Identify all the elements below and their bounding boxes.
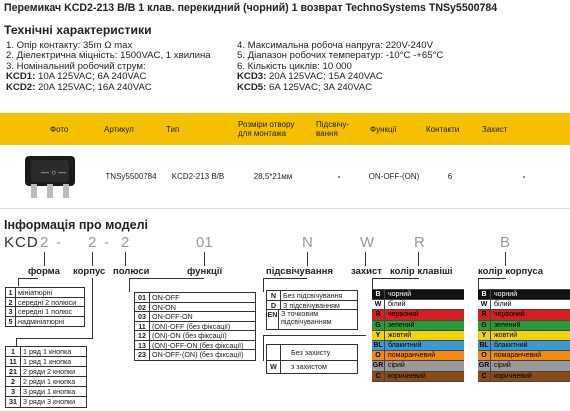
label-body: корпус — [73, 266, 106, 277]
color-name: жовтий — [385, 331, 464, 340]
color-code: Y — [372, 331, 385, 340]
color-code: BL — [372, 341, 385, 350]
color-code: R — [372, 310, 385, 319]
cell-light: - — [312, 145, 366, 208]
form-legend: 1 мініатюрні 2 середні 2 полюси 3 середні 1 полюс 5 надмініатюрні — [5, 287, 85, 327]
color-code: W — [372, 300, 385, 309]
color-row — [478, 310, 570, 320]
page-title: Перемикач KCD2-213 B/B 1 клав. перекидний (чорний) 1 возврат TechnoSystems TNSy5500784 — [4, 2, 498, 14]
label-form: форма — [28, 266, 60, 277]
color-name: зелений — [385, 321, 464, 330]
color-name: зелений — [491, 321, 570, 330]
code-body: 2 — [88, 234, 97, 251]
code-prot: W — [360, 234, 375, 251]
label-func: функції — [187, 266, 223, 277]
color-name: блакитний — [385, 341, 464, 350]
func-legend: 01 ON-OFF 02 ON-ON 03 ON-OFF-ON 11 (ON)-OFF (без фіксації) 12 (ON)-ON (без фіксації) 13 (ON)-OFF-ON (без фіксації) 23 ON-OFF-(ON) (без фіксації) — [134, 292, 256, 361]
connector-line — [204, 252, 205, 266]
connector-line — [505, 252, 506, 266]
connector-line — [418, 252, 419, 266]
prot-legend: Без захисту W з захистом — [266, 344, 358, 374]
specs-left — [6, 41, 211, 93]
code-form: 2 — [40, 234, 49, 251]
spec-line: 1. Опір контакту: 35m Ω max — [6, 40, 133, 51]
spec-kcd: KCD2: 20A 125VAC; 16A 240VAC — [6, 81, 152, 93]
color-name: чорний — [385, 290, 464, 299]
color-row — [372, 290, 464, 300]
color-code: GR — [478, 362, 490, 370]
spec-line: 3. Номінальний робочий струм: — [6, 60, 146, 72]
col-header: Контакти — [422, 113, 478, 145]
color-name: помаранчевий — [491, 351, 570, 360]
cell-contacts: 6 — [422, 145, 478, 208]
color-row — [372, 310, 464, 320]
color-row — [372, 331, 464, 341]
color-row — [478, 341, 570, 351]
color-code: B — [372, 290, 385, 299]
table-header-row — [0, 113, 570, 145]
spec-line: 4. Максимальна робоча напруга: 220V-240V — [237, 40, 433, 51]
color-row — [478, 351, 570, 361]
label-light: підсвічування — [266, 266, 333, 277]
specs-heading: Технічні характеристики — [4, 23, 152, 37]
col-header: Захист — [478, 113, 570, 145]
spec-kcd: KCD1: 10A 125VAC; 6A 240VAC — [6, 71, 147, 83]
cell-sku: TNSy5500784 — [100, 145, 162, 208]
label-poles: полюси — [113, 266, 150, 277]
color-name: помаранчевий — [385, 351, 464, 360]
color-name: білий — [385, 300, 464, 309]
color-code: G — [478, 321, 491, 330]
cell-func: ON-OFF-(ON) — [366, 145, 422, 208]
label-bcolor: колір корпуса — [478, 266, 544, 277]
table-row — [0, 145, 570, 208]
col-header: Розміри отвору для монтажа — [234, 113, 312, 145]
specs-right — [237, 41, 443, 93]
spec-line: 6. Кількість циклів: 10 000 — [237, 60, 352, 72]
color-code: O — [372, 351, 385, 360]
model-heading: Інформація про моделі — [4, 218, 149, 232]
label-kcolor: колір клавіші — [390, 266, 453, 277]
color-row — [372, 351, 464, 361]
color-row — [372, 300, 464, 310]
color-code: W — [478, 300, 491, 309]
col-header: Підсвічу-вання — [312, 113, 366, 145]
col-header: Функції — [366, 113, 422, 145]
body-color-legend — [478, 289, 570, 382]
product-table — [0, 113, 570, 209]
spec-line: 5. Діапазон робочих температур: -10°C -+65°C — [237, 50, 444, 62]
code-func: 01 — [196, 234, 213, 251]
color-row — [372, 372, 464, 382]
connector-line — [92, 252, 93, 266]
color-name: блакитний — [491, 341, 570, 350]
color-name: коричневий — [385, 372, 464, 381]
color-name: білий — [491, 300, 570, 309]
code-light: N — [302, 234, 313, 251]
cell-type: KCD2-213 B/B — [162, 145, 234, 208]
connector-line — [125, 252, 126, 266]
color-name: червоний — [385, 310, 464, 319]
color-row — [478, 300, 570, 310]
cell-protect: - — [478, 145, 570, 208]
light-legend: N Без підсвічування D З підсвічуванням EN З точковим підсвічуванням — [266, 290, 358, 330]
spec-line: 2. Діелектрична міцність: 1500VAC, 1 хвилина — [6, 50, 211, 62]
col-header: Тип — [162, 113, 234, 145]
code-poles: 2 — [121, 234, 130, 251]
color-row — [478, 361, 570, 371]
color-code: B — [478, 290, 491, 299]
code-kcolor: R — [414, 234, 425, 251]
spec-kcd: KCD5: 6A 125VAC; 3A 240VAC — [237, 81, 373, 93]
color-code: C — [372, 372, 385, 381]
color-code: GR — [372, 362, 384, 370]
poles-legend: 1 1 ряд 1 кнопка 11 1 ряд 1 кнопка 21 2 ряди 2 кнопки 2 2 ряди 1 кнопка 3 3 ряди 1 кнопка 31 3 ряди 3 кнопки — [5, 346, 87, 408]
color-name: червоний — [491, 310, 570, 319]
product-photo — [0, 145, 100, 208]
cell-size: 28,5*21мм — [234, 145, 312, 208]
color-row — [372, 321, 464, 331]
col-header: Артикул — [100, 113, 162, 145]
connector-line — [44, 252, 45, 266]
label-prot: захист — [351, 266, 382, 277]
color-name: сірий — [491, 361, 570, 370]
connector-line — [365, 252, 366, 266]
color-code: O — [478, 351, 491, 360]
key-color-legend — [372, 289, 464, 382]
color-name: коричневий — [491, 372, 570, 381]
color-code: BL — [478, 341, 491, 350]
color-code: R — [478, 310, 491, 319]
switch-image: — ○ — — [21, 152, 79, 200]
code-kcd: KCD — [4, 234, 39, 251]
color-code: C — [478, 372, 491, 381]
code-sep: - — [56, 234, 61, 251]
color-name: чорний — [491, 290, 570, 299]
code-sep: - — [104, 234, 109, 251]
color-row — [478, 321, 570, 331]
spec-kcd: KCD3: 20A 125VAC; 15A 240VAC — [237, 71, 383, 83]
color-name: жовтий — [491, 331, 570, 340]
color-code: G — [372, 321, 385, 330]
color-row — [372, 361, 464, 371]
color-code: Y — [478, 331, 491, 340]
col-header: Фото — [0, 113, 100, 145]
code-bcolor: B — [500, 234, 511, 251]
color-row — [478, 290, 570, 300]
color-row — [478, 372, 570, 382]
color-row — [372, 341, 464, 351]
color-row — [478, 331, 570, 341]
color-name: сірий — [385, 361, 464, 370]
connector-line — [307, 252, 308, 266]
